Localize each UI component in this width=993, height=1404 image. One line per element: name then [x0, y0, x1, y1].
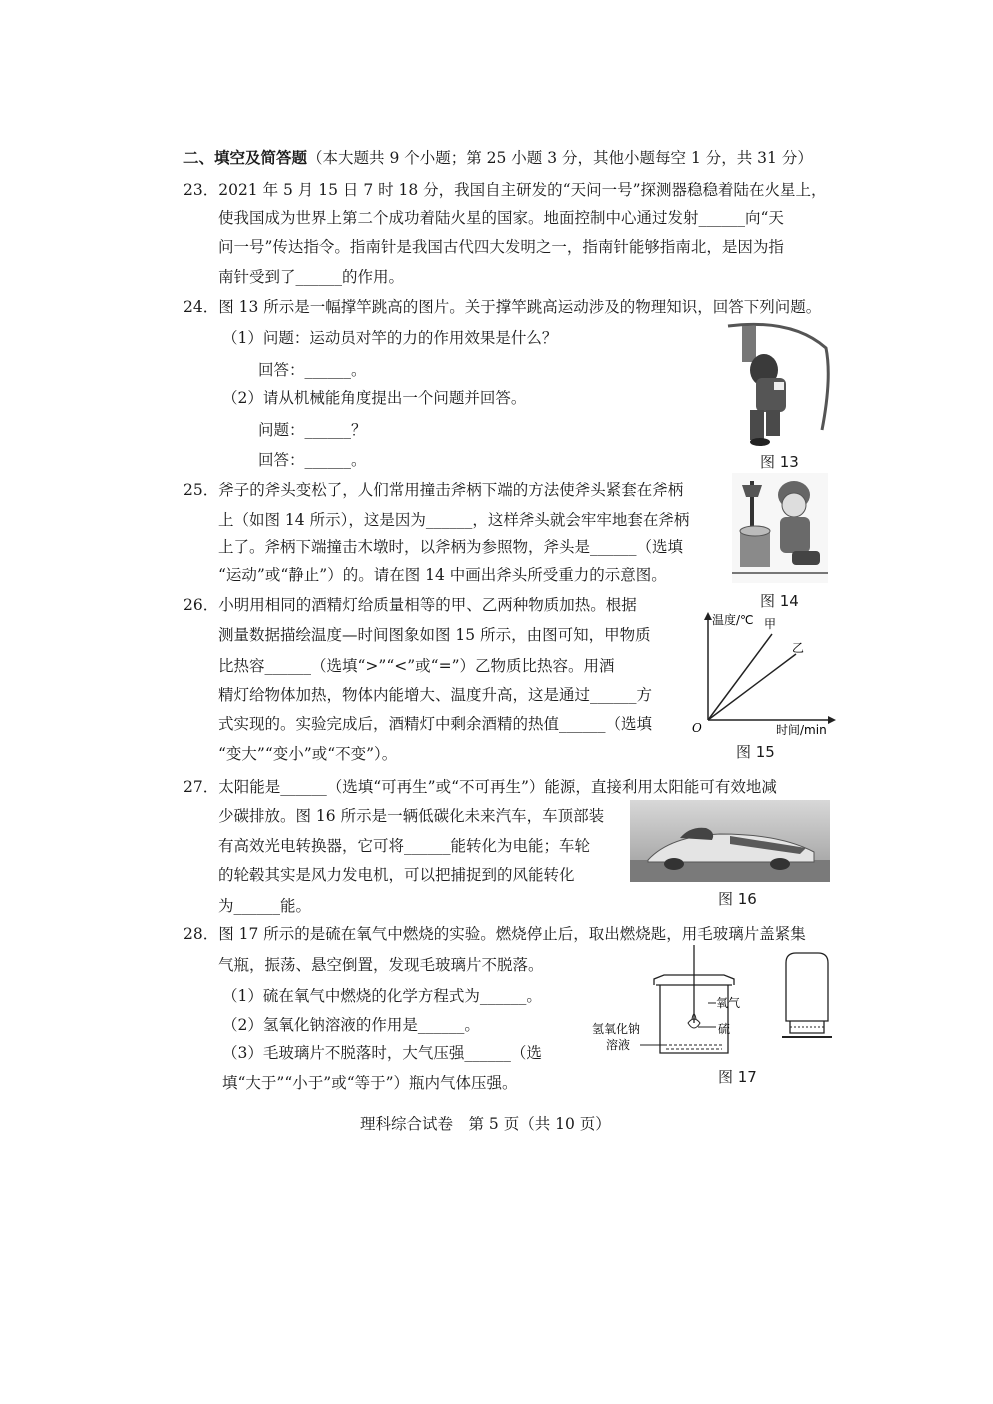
q23-line-1: 23．2021 年 5 月 15 日 7 时 18 分，我国自主研发的“天问一号”探测器稳稳着陆在火星上， — [183, 181, 827, 199]
sulfur-label: 硫 — [718, 1022, 731, 1036]
q25-line-1: 25．斧子的斧头变松了，人们常用撞击斧柄下端的方法使斧头紧套在斧柄 — [183, 481, 684, 499]
q24-line-2: （1）问题：运动员对竿的力的作用效果是什么？ — [222, 329, 558, 347]
q27-line-5: 为______能。 — [218, 897, 312, 915]
q24-line-6: 回答：______。 — [258, 451, 367, 469]
temperature-time-graph — [688, 608, 838, 738]
solar-car-photo — [630, 800, 830, 882]
q26-line-6: “变大”“变小”或“不变”）。 — [218, 745, 398, 763]
q27-line-3: 有高效光电转换器，它可将______能转化为电能；车轮 — [218, 837, 591, 855]
series-line-jia — [708, 634, 772, 720]
q27-line-2: 少碳排放。图 16 所示是一辆低碳化未来汽车，车顶部装 — [218, 807, 605, 825]
q27-line-1: 27．太阳能是______（选填“可再生”或“不可再生”）能源，直接利用太阳能可有效地减 — [183, 778, 777, 796]
q23-line-2: 使我国成为世界上第二个成功着陆火星的国家。地面控制中心通过发射______向“天 — [218, 209, 784, 227]
series-line-yi — [708, 654, 796, 720]
section-title: 二、填空及简答题 — [183, 148, 308, 167]
axe-boy-illustration — [732, 473, 828, 583]
figure-13-caption: 图 13 — [760, 453, 799, 471]
q26-line-4: 精灯给物体加热，物体内能增大、温度升高，这是通过______方 — [218, 686, 653, 704]
q28-line-4: （2）氢氧化钠溶液的作用是______。 — [222, 1016, 480, 1034]
pole-vault-illustration — [722, 318, 834, 448]
q24-line-5: 问题：______？ — [258, 421, 367, 439]
q28-line-6: 填“大于”“小于”或“等于”）瓶内气体压强。 — [222, 1074, 518, 1092]
figure-14-caption: 图 14 — [760, 592, 799, 610]
q28-line-5: （3）毛玻璃片不脱落时，大气压强______（选 — [222, 1044, 542, 1062]
q24-line-3: 回答：______。 — [258, 361, 367, 379]
q28-line-3: （1）硫在氧气中燃烧的化学方程式为______。 — [222, 987, 542, 1005]
q28-line-1: 28．图 17 所示的是硫在氧气中燃烧的实验。燃烧停止后，取出燃烧匙，用毛玻璃片盖紧集 — [183, 925, 806, 943]
q28-line-2: 气瓶，振荡、悬空倒置，发现毛玻璃片不脱落。 — [218, 956, 544, 974]
series-label-jia: 甲 — [764, 617, 777, 631]
q23-line-4: 南针受到了______的作用。 — [218, 268, 405, 286]
q27-line-4: 的轮毂其实是风力发电机，可以把捕捉到的风能转化 — [218, 866, 575, 884]
figure-15-caption: 图 15 — [736, 743, 775, 761]
q26-line-5: 式实现的。实验完成后，酒精灯中剩余酒精的热值______（选填 — [218, 715, 653, 733]
x-axis-label: 时间/min — [776, 723, 827, 737]
q26-line-3: 比热容______（选填“>”“<”或“=”）乙物质比热容。用酒 — [218, 657, 615, 675]
q25-line-4: “运动”或“静止”）的。请在图 14 中画出斧头所受重力的示意图。 — [218, 566, 667, 584]
sulfur-combustion-diagram — [590, 945, 840, 1060]
naoh-label: 氢氧化钠 — [592, 1022, 641, 1036]
figure-17-caption: 图 17 — [718, 1068, 757, 1086]
section-note: （本大题共 9 个小题；第 25 小题 3 分，其他小题每空 1 分，共 31 分） — [307, 149, 813, 167]
q25-line-3: 上了。斧柄下端撞击木墩时，以斧柄为参照物，斧头是______（选填 — [218, 538, 684, 556]
q23-line-3: 问一号”传达指令。指南针是我国古代四大发明之一，指南针能够指南北，是因为指 — [218, 238, 784, 256]
section-heading — [183, 148, 813, 168]
q24-line-4: （2）请从机械能角度提出一个问题并回答。 — [222, 389, 527, 407]
oxygen-label: 氧气 — [716, 996, 741, 1010]
q26-line-1: 26．小明用相同的酒精灯给质量相等的甲、乙两种物质加热。根据 — [183, 596, 637, 614]
solution-label: 溶液 — [606, 1038, 631, 1052]
q25-line-2: 上（如图 14 所示），这是因为______，这样斧头就会牢牢地套在斧柄 — [218, 511, 690, 529]
origin-label: O — [692, 721, 702, 735]
page-footer: 理科综合试卷 第 5 页（共 10 页） — [360, 1115, 611, 1133]
figure-16-caption: 图 16 — [718, 890, 757, 908]
q24-line-1: 24．图 13 所示是一幅撑竿跳高的图片。关于撑竿跳高运动涉及的物理知识，回答下列问题。 — [183, 298, 822, 316]
q26-line-2: 测量数据描绘温度—时间图象如图 15 所示，由图可知，甲物质 — [218, 626, 651, 644]
series-label-yi: 乙 — [792, 641, 805, 655]
y-axis-label: 温度/℃ — [712, 613, 754, 627]
